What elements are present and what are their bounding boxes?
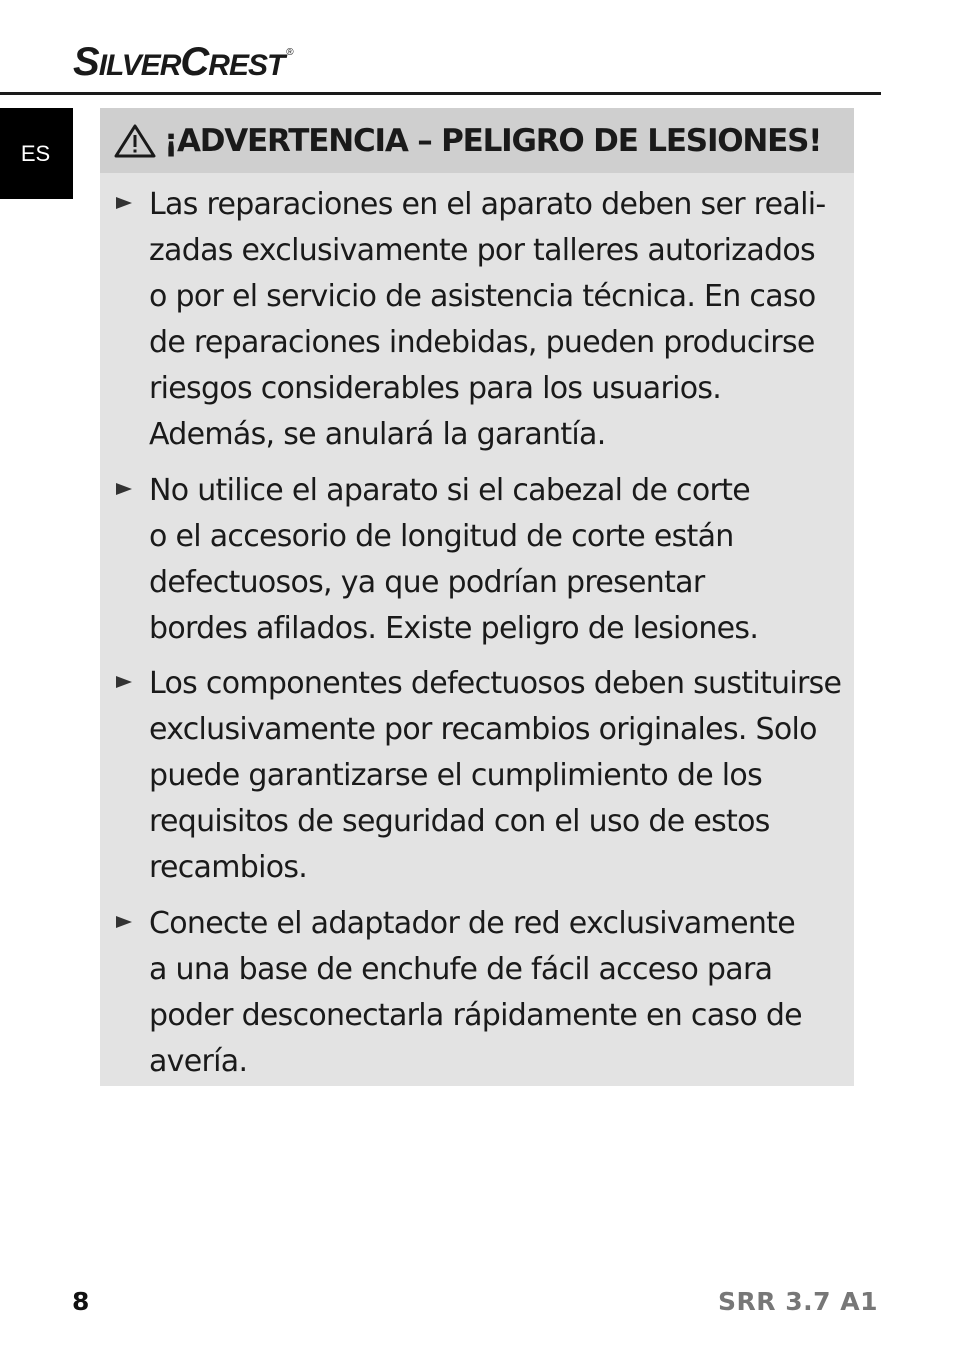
warning-title: ¡ADVERTENCIA – PELIGRO DE LESIONES! (164, 122, 822, 159)
list-item-text: Las reparaciones en el aparato deben ser reali- zadas exclusivamente por talleres autorizados o por el servicio de asistencia técnica. En caso de reparaciones indebidas, pueden producirse riesgos considerables para los usuarios. Además, se anulará la garantía. (149, 187, 826, 452)
page-number: 8 (72, 1287, 90, 1316)
bullet-arrow-icon (115, 675, 133, 689)
language-tab (0, 108, 73, 199)
brand-logo: SILVERCREST ® (73, 40, 293, 84)
language-tab-label: ES (20, 140, 51, 166)
warning-box (100, 108, 854, 1086)
list-item-text: Conecte el adaptador de red exclusivamente a una base de enchufe de fácil acceso para poder desconectarla rápidamente en caso de avería. (149, 906, 802, 1079)
warning-triangle-icon (114, 124, 156, 158)
bullet-arrow-icon (115, 196, 133, 210)
bullet-arrow-icon (115, 915, 133, 929)
header-divider (0, 92, 881, 95)
warning-header (100, 108, 854, 173)
bullet-arrow-icon (115, 482, 133, 496)
model-number: SRR 3.7 A1 (718, 1287, 878, 1316)
list-item-text: No utilice el aparato si el cabezal de corte o el accesorio de longitud de corte están defectuosos, ya que podrían presentar bordes afilados. Existe peligro de lesiones. (149, 473, 759, 646)
list-item-text: Los componentes defectuosos deben sustituirse exclusivamente por recambios originales. Solo puede garantizarse el cumplimiento de los requisitos de seguridad con el uso de estos recambios. (149, 666, 842, 885)
